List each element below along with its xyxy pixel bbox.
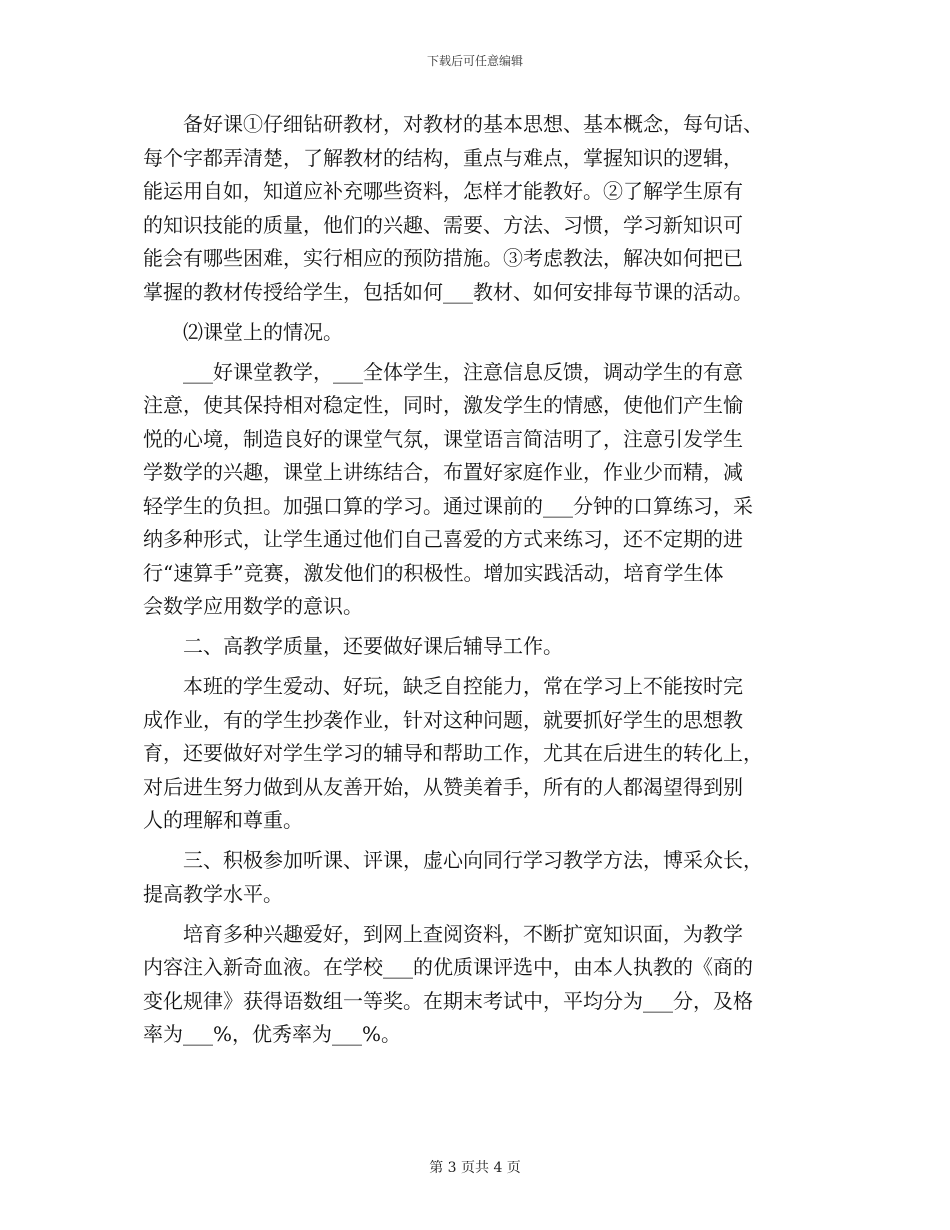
text-line: ___好课堂教学，___全体学生，注意信息反馈，调动学生的有意 <box>183 359 743 384</box>
text-line: 培育多种兴趣爱好，到网上查阅资料，不断扩宽知识面，为教学 <box>183 921 743 946</box>
text-line: 能运用自如，知道应补充哪些资料，怎样才能教好。②了解学生原有 <box>143 179 743 203</box>
page-header: 下载后可任意编辑 <box>426 54 523 68</box>
text-line: 的知识技能的质量，他们的兴趣、需要、方法、习惯，学习新知识可 <box>143 212 743 237</box>
paragraph <box>143 108 811 309</box>
text-line: 率为___%，优秀率为___%。 <box>143 1022 402 1046</box>
text-line: 三、积极参加听课、评课，虚心向同行学习教学方法，博采众长， <box>183 848 763 872</box>
text-line: 备好课①仔细钻研教材，对教材的基本思想、基本概念，每句话、 <box>183 112 763 136</box>
text-line: 本班的学生爱动、好玩，缺乏自控能力，常在学习上不能按时完 <box>183 674 743 698</box>
text-line: 会数学应用数学的意识。 <box>143 594 363 618</box>
text-line: 每个字都弄清楚，了解教材的结构，重点与难点，掌握知识的逻辑， <box>143 145 743 170</box>
text-line: 育，还要做好对学生学习的辅导和帮助工作，尤其在后进生的转化上， <box>143 741 763 765</box>
text-line: 内容注入新奇血液。在学校___的优质课评选中，由本人执教的《商的 <box>143 955 753 979</box>
document-body <box>143 108 811 1052</box>
paragraph <box>143 316 811 350</box>
text-line: 掌握的教材传授给学生，包括如何___教材、如何安排每节课的活动。 <box>143 279 753 304</box>
text-line: 轻学生的负担。加强口算的学习。通过课前的___分钟的口算练习，采 <box>143 493 753 518</box>
text-line: 悦的心境，制造良好的课堂气氛，课堂语言简洁明了，注意引发学生 <box>143 426 743 451</box>
text-line: 对后进生努力做到从友善开始，从赞美着手，所有的人都渴望得到别 <box>143 774 743 799</box>
text-line: 提高教学水平。 <box>143 881 283 906</box>
paragraph <box>143 918 811 1052</box>
text-line: 注意，使其保持相对稳定性，同时，激发学生的情感，使他们产生愉 <box>143 393 743 417</box>
text-line: 学数学的兴趣，课堂上讲练结合，布置好家庭作业，作业少而精，减 <box>143 460 743 484</box>
paragraph <box>143 356 811 624</box>
text-line: 二、高教学质量，还要做好课后辅导工作。 <box>183 634 563 658</box>
paragraph <box>143 844 811 911</box>
text-line: ⑵课堂上的情况。 <box>183 319 343 344</box>
text-line: 人的理解和尊重。 <box>143 808 303 832</box>
page-footer: 第 3 页共 4 页 <box>429 1160 521 1176</box>
text-line: 成作业，有的学生抄袭作业，针对这种问题，就要抓好学生的思想教 <box>143 707 743 732</box>
text-line: 变化规律》获得语数组一等奖。在期末考试中，平均分为___分，及格 <box>143 988 753 1013</box>
paragraph <box>143 670 811 838</box>
text-line: 能会有哪些困难，实行相应的预防措施。③考虑教法，解决如何把已 <box>143 246 743 270</box>
paragraph <box>143 630 811 664</box>
text-line: 行“速算手”竞赛，激发他们的积极性。增加实践活动，培育学生体 <box>143 560 724 585</box>
text-line: 纳多种形式，让学生通过他们自己喜爱的方式来练习，还不定期的进 <box>143 527 743 551</box>
